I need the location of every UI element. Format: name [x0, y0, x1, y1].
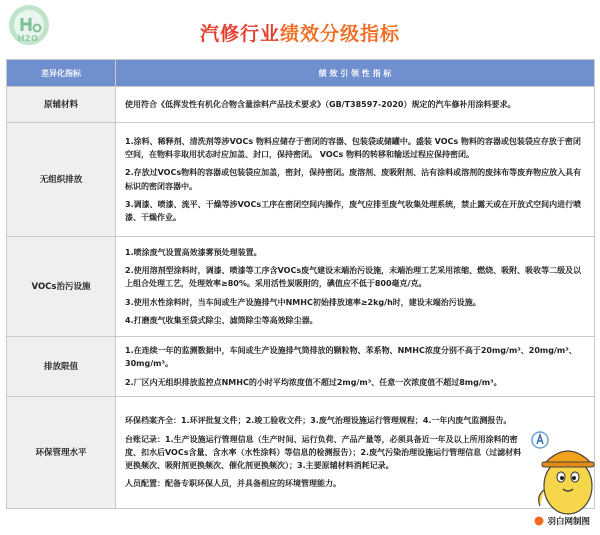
content-line: 1.涂料、稀释剂、清洗剂等涉VOCs 物料应储存于密闭的容器、包装袋或储罐中。盛装 VOCs 物料的容器或包装袋应存放于密闭空间，在物料非取用状态时应加盖、封口，保持密闭。 VOCs 物料的转移和输送过程应保持密闭。: [125, 136, 581, 160]
content-line: 2.使用溶剂型涂料时，调漆、喷漆等工序含VOCs废气建设末端治污设施，末端治理工艺采用浓缩、燃烧、吸附、吸收等二级及以上组合处理工艺，处理效率≥80%。采用活性炭吸附的，碘值应不低于800毫克/克。: [125, 266, 582, 289]
content-line: 1.在连续一年的监测数据中，车间或生产设施排气筒排放的颗粒物、苯系物、NMHC浓度分别不高于20mg/m³、20mg/m³、30mg/m³。: [125, 346, 577, 369]
title-part2: 绩效分级指标: [280, 23, 401, 45]
content-line: 2.存放过VOCs物料的容器或包装袋应加盖，密封，保持密闭。废溶剂、废吸附剂、沾有涂料或溶剂的废抹布等废弃物应放入具有标识的密闭容器中。: [125, 168, 582, 191]
content-line: 3.调漆、喷漆、流平、干燥等涉VOCs工序在密闭空间内操作，废气应排至废气收集处理系统，禁止露天或在开放式空间内进行喷漆、干燥作业。: [125, 199, 582, 222]
row-category: 环保管理水平: [7, 397, 116, 509]
content-line: 2.厂区内无组织排放监控点NMHC的小时平均浓度值不超过2mg/m³、任意一次浓度值不超过8mg/m³。: [125, 377, 502, 387]
row-content: [116, 123, 595, 237]
row-content: [116, 337, 595, 397]
row-content: [116, 397, 595, 509]
logo-text: H2O: [17, 34, 39, 43]
content-line: 人员配置：配备专职环保人员，并具备相应的环境管理能力。: [125, 479, 341, 489]
table-row: [7, 337, 595, 397]
content-line: 4.打磨废气收集至袋式除尘、滤筒除尘等高效除尘器。: [125, 315, 318, 325]
header-indicator: 差异化指标: [7, 60, 116, 87]
content-line: 台账记录：1.生产设施运行管理信息（生产时间、运行负荷、产品产量等，必须具备近一年及以上所用涂料的密度、扣水后VOCs含量、含水率（水性涂料）等信息的检测报告）；2.废气污染治理设施运行管理信息（过滤材料更换频次、吸附剂更换频次、催化剂更换频次）；3.主要原辅材料消耗记录。: [125, 434, 522, 471]
content-line: 环保档案齐全：1.环评批复文件；2.竣工验收文件；3.废气治理设施运行管理规程；4.一年内废气监测报告。: [125, 416, 512, 426]
table-header-row: [7, 60, 595, 87]
table-row: [7, 87, 595, 123]
table-row: [7, 397, 595, 509]
table-row: [7, 237, 595, 337]
mascot-illustration: [528, 420, 600, 520]
performance-table: [6, 59, 595, 509]
content-line: 1.喷涂废气设置高效漆雾预处理装置。: [125, 247, 262, 257]
row-category: 无组织排放: [7, 123, 116, 237]
table-row: [7, 123, 595, 237]
page-title: [0, 19, 600, 46]
row-content: [116, 87, 595, 123]
credit-icon: [534, 516, 544, 526]
credit-text: 羽白网制图: [547, 517, 590, 527]
row-content: [116, 237, 595, 337]
row-category: VOCs治污设施: [7, 237, 116, 337]
header-leading-indicator: 绩 效 引 领 性 指 标: [116, 60, 595, 87]
row-category: 原辅材料: [7, 87, 116, 123]
content-line: 3.使用水性涂料时，当车间或生产设施排气中NMHC初始排放速率≥2kg/h时，建设末端治污设施。: [125, 297, 481, 307]
row-category: 排放限值: [7, 337, 116, 397]
content-line: 使用符合《低挥发性有机化合物含量涂料产品技术要求》（GB/T38597-2020）规定的汽车修补用涂料要求。: [125, 99, 516, 109]
credit: [534, 515, 590, 527]
title-part1: 汽修行业: [199, 23, 280, 45]
